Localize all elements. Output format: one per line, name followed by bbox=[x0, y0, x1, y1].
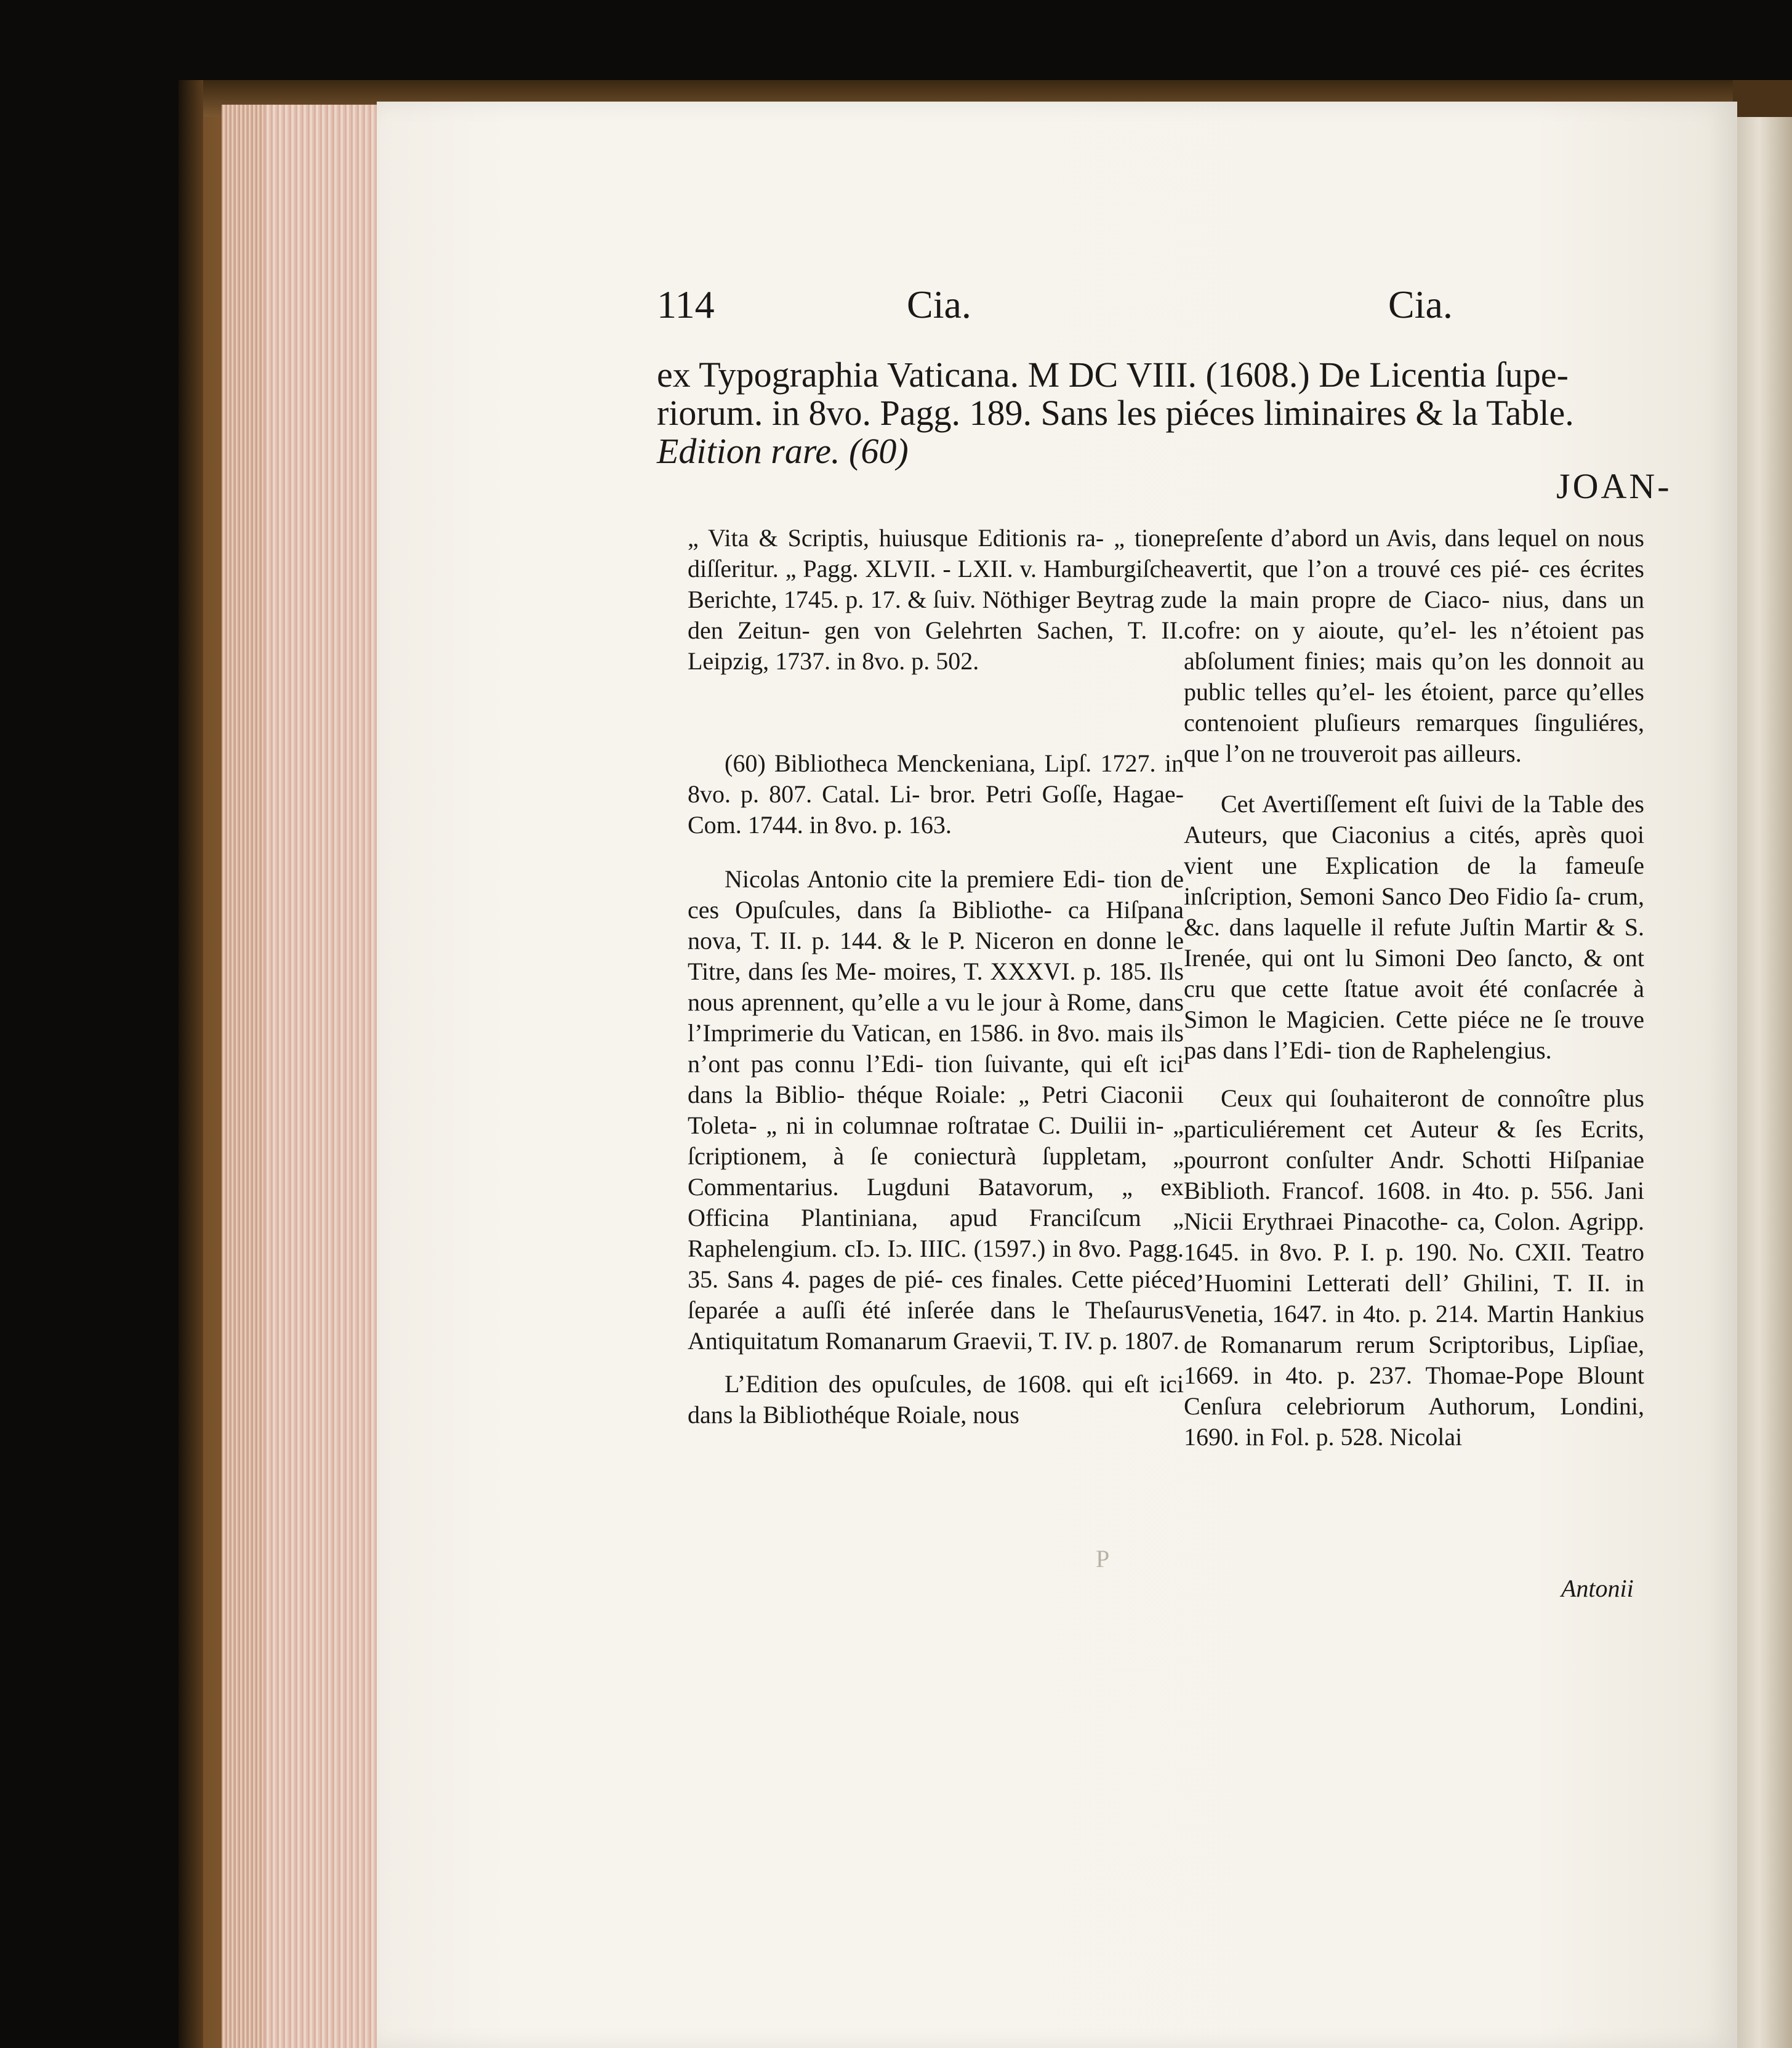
page-catchword: Antonii bbox=[1561, 1574, 1634, 1602]
right-paragraph-2: Cet Avertiſſement eſt ſuivi de la Table des Auteurs, que Ciaconius a cités, après quoi vient une Explication de la fameuſe inſcription, Semoni Sanco Deo Fidio ſa- crum, &c. dans laquelle il refute Juſtin Martir & S. Irenée, qui ont lu Simoni Deo ſancto, & ont cru que cette ſtatue avoit été conſacrée à Simon le Magicien. Cette piéce ne ſe trouve pas dans l’Edi- tion de Raphelengius. bbox=[1184, 790, 1644, 1064]
page-fore-edge bbox=[265, 105, 382, 2048]
left-column bbox=[688, 523, 1184, 1430]
right-column bbox=[1184, 523, 1644, 1453]
left-paragraph-3: Nicolas Antonio cite la premiere Edi- tion de ces Opuſcules, dans ſa Bibliothe- ca Hiſpana nova, T. II. p. 144. & le P. Niceron en donne le Titre, dans ſes Me- moires, T. XXXVI. p. 185. Ils nous aprennent, qu’elle a vu le jour à Rome, dans l’Imprimerie du Vatican, en 1586. in 8vo. mais ils n’ont pas connu l’Edi- tion ſuivante, qui eſt ici dans la Biblio- théque Roiale: „ Petri Ciaconii Toleta- „ ni in columnae roſtratae C. Duilii in- „ ſcriptionem, à ſe coniecturà ſuppletam, „ Commentarius. Lugduni Batavorum, „ ex Officina Plantiniana, apud Franciſcum „ Raphelengium. cIɔ. Iɔ. IIIC. (1597.) in 8vo. Pagg. 35. Sans 4. pages de pié- ces finales. Cette piéce ſeparée a auſſi été inſerée dans le Theſaurus Antiquitatum Romanarum Graevii, T. IV. p. 1807. bbox=[688, 865, 1184, 1355]
right-paragraph-1: preſente d’abord un Avis, dans lequel on nous avertit, que l’on a trouvé ces pié- ces écrites de la main propre de Ciaco- nius, dans un cofre: on y aioute, qu’el- les n’étoient pas abſolument finies; mais qu’on les donnoit au public telles qu’el- les étoient, parce qu’elles contenoient pluſieurs remarques ſinguliéres, que l’on ne trouveroit pas ailleurs. bbox=[1184, 524, 1644, 767]
cover-shadow bbox=[179, 80, 203, 2048]
left-paragraph-4: L’Edition des opuſcules, de 1608. qui eſt ici dans la Bibliothéque Roiale, nous bbox=[688, 1370, 1184, 1429]
left-paragraph-2: (60) Bibliotheca Menckeniana, Lipſ. 1727. in 8vo. p. 807. Catal. Li- bror. Petri Goſſe, Hagae-Com. 1744. in 8vo. p. 163. bbox=[688, 749, 1184, 839]
top-line-3: Edition rare. (60) bbox=[657, 431, 909, 471]
left-paragraph-1: „ Vita & Scriptis, huiusque Editionis ra- „ tione diſſeritur. „ Pagg. XLVII. - LXII. v. Hamburgiſche Berichte, 1745. p. 17. & ſuiv. Nöthiger Beytrag zu den Zeitun- gen von Gelehrten Sachen, T. II. Leipzig, 1737. in 8vo. p. 502. bbox=[688, 524, 1184, 675]
faint-catchword: P bbox=[1096, 1545, 1110, 1573]
running-head-left: Cia. bbox=[907, 283, 971, 326]
right-paragraph-3: Ceux qui ſouhaiteront de connoître plus particuliérement cet Auteur & ſes Ecrits, pourront conſulter Andr. Schotti Hiſpaniae Biblioth. Francof. 1608. in 4to. p. 556. Jani Nicii Erythraei Pinacothe- ca, Colon. Agripp. 1645. in 8vo. P. I. p. 190. No. CXII. Teatro d’Huomini Letterati dell’ Ghilini, T. II. in Venetia, 1647. in 4to. p. 214. Martin Hankius de Romanarum rerum Scriptoribus, Lipſiae, 1669. in 4to. p. 237. Thomae-Pope Blount Cenſura celebriorum Authorum, Londini, 1690. in Fol. p. 528. Nicolai bbox=[1184, 1084, 1644, 1451]
page-number: 114 bbox=[657, 283, 715, 326]
top-line-2: riorum. in 8vo. Pagg. 189. Sans les piéces liminaires & la Table. bbox=[657, 393, 1574, 433]
gutter-edge bbox=[1737, 117, 1792, 2048]
running-head-right: Cia. bbox=[1388, 283, 1453, 326]
section-catchword: JOAN- bbox=[1556, 466, 1672, 506]
top-line-1: ex Typographia Vaticana. M DC VIII. (1608.) De Licentia ſupe- bbox=[657, 355, 1569, 395]
